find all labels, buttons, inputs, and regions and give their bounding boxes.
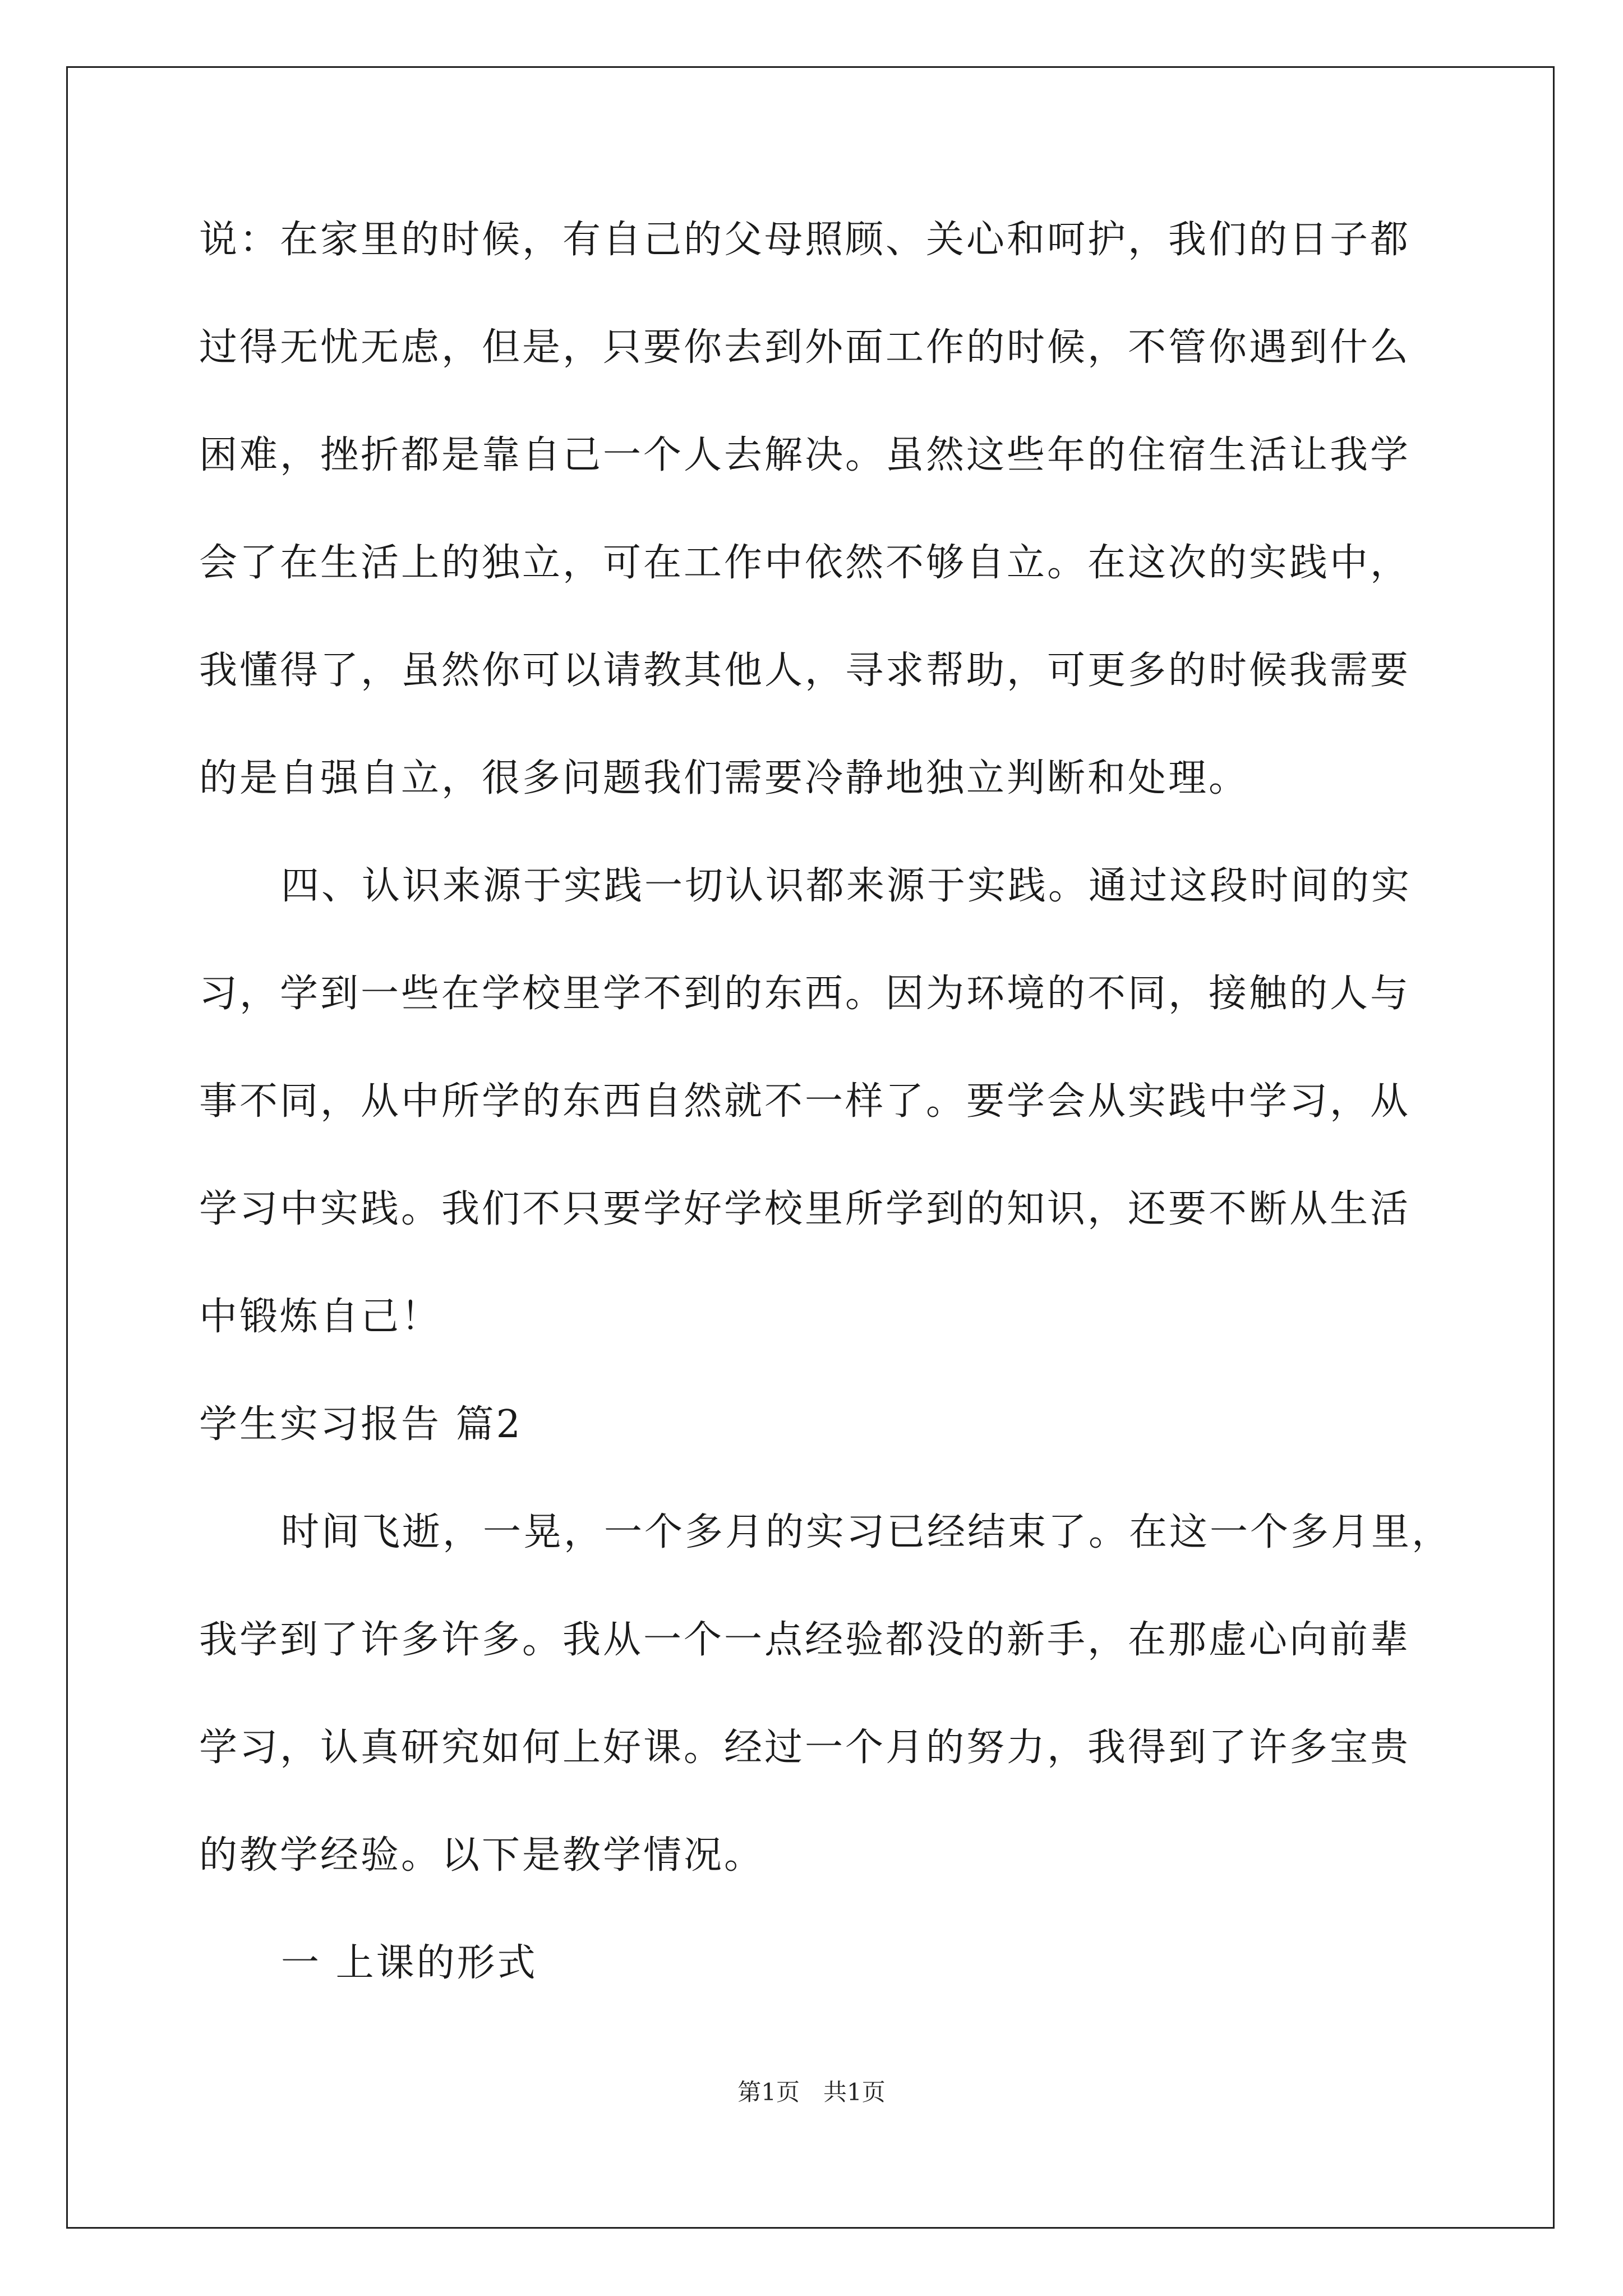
section-heading: 学生实习报告 篇2 — [199, 1402, 523, 1447]
text-line-11: 中锻炼自己！ — [199, 1295, 442, 1339]
text-line-3: 困难，挫折都是靠自己一个人去解决。虽然这些年的住宿生活让我学 — [199, 433, 1411, 477]
text-line-14: 我学到了许多许多。我从一个一点经验都没的新手，在那虚心向前辈 — [199, 1618, 1411, 1662]
text-line-7: 四、认识来源于实践一切认识都来源于实践。通过这段时间的实 — [281, 864, 1412, 908]
document-body — [199, 213, 1453, 2044]
text-line-4: 会了在生活上的独立，可在工作中依然不够自立。在这次的实践中， — [199, 541, 1411, 585]
text-line-9: 事不同，从中所学的东西自然就不一样了。要学会从实践中学习，从 — [199, 1079, 1411, 1124]
text-line-1: 说：在家里的时候，有自己的父母照顾、关心和呵护，我们的日子都 — [199, 218, 1411, 262]
page-footer: 第1页 共1页 — [737, 2078, 886, 2106]
text-line-8: 习，学到一些在学校里学不到的东西。因为环境的不同，接触的人与 — [199, 972, 1411, 1016]
text-line-6: 的是自强自立，很多问题我们需要冷静地独立判断和处理。 — [199, 756, 1249, 800]
text-line-2: 过得无忧无虑，但是，只要你去到外面工作的时候，不管你遇到什么 — [199, 325, 1411, 370]
text-line-10: 学习中实践。我们不只要学好学校里所学到的知识，还要不断从生活 — [199, 1187, 1411, 1231]
text-line-15: 学习，认真研究如何上好课。经过一个月的努力，我得到了许多宝贵 — [199, 1726, 1411, 1770]
text-line-13: 时间飞逝，一晃，一个多月的实习已经结束了。在这一个多月里， — [281, 1510, 1453, 1554]
text-line-5: 我懂得了，虽然你可以请教其他人，寻求帮助，可更多的时候我需要 — [199, 648, 1411, 693]
text-line-17: 一 上课的形式 — [281, 1941, 538, 1985]
text-line-16: 的教学经验。以下是教学情况。 — [199, 1833, 765, 1878]
